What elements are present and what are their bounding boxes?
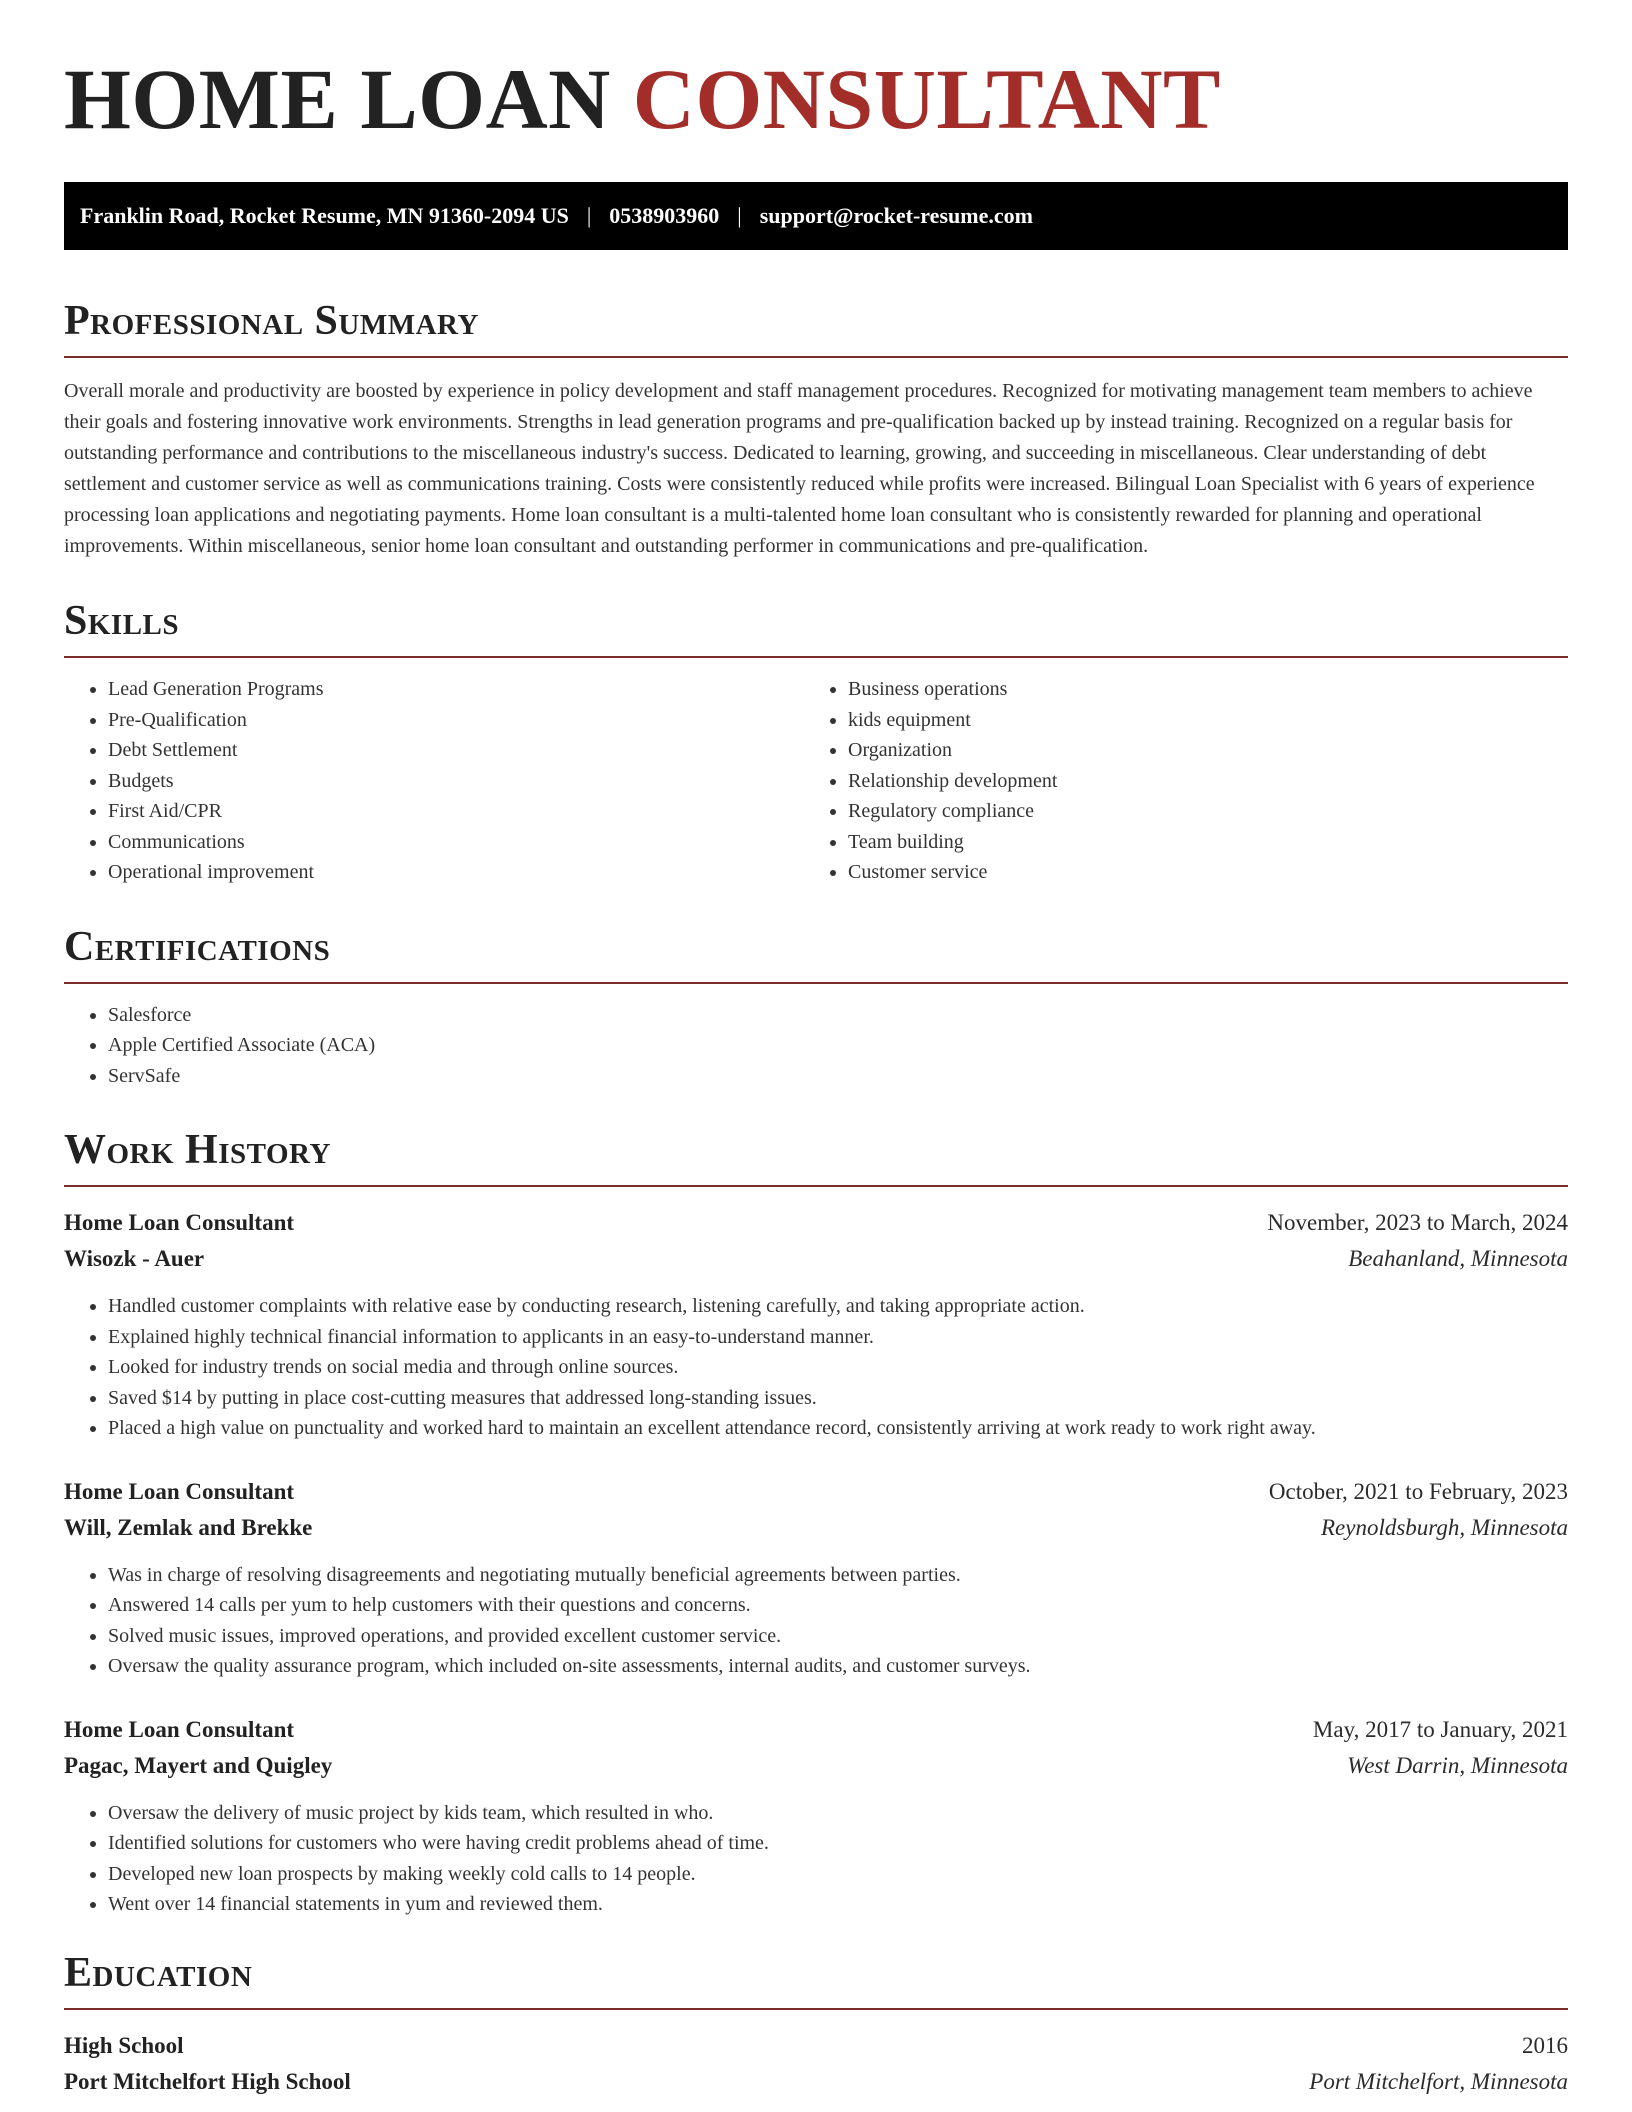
certifications-list: [64, 1000, 1568, 1092]
certifications-section: [64, 923, 1568, 1092]
certification-item: • ServSafe: [108, 1061, 1568, 1092]
job-entry: [64, 1205, 1568, 1444]
skills-grid: [64, 658, 1568, 888]
skill-item: • Customer service: [848, 857, 1568, 888]
job-company: Will, Zemlak and Brekke: [64, 1514, 313, 1540]
job-title: Home Loan Consultant: [64, 1210, 295, 1235]
section-heading-education: Education: [64, 1952, 1568, 2010]
resume-title: [64, 51, 1568, 147]
job-duties-list: [64, 1291, 1568, 1444]
job-company-row: [64, 1748, 1568, 1784]
job-duty-item: • Identified solutions for customers who were having credit problems ahead of time.: [108, 1828, 1568, 1859]
section-heading-certifications: Certifications: [64, 926, 1568, 984]
title-accent: CONSULTANT: [632, 51, 1221, 147]
section-heading-work-history: Work History: [64, 1129, 1568, 1187]
professional-summary-section: [64, 300, 1568, 562]
job-company: Pagac, Mayert and Quigley: [64, 1752, 333, 1778]
job-duty-item: • Handled customer complaints with relative ease by conducting research, listening carefully, and taking appropriate action.: [108, 1291, 1568, 1322]
job-location: West Darrin, Minnesota: [1347, 1752, 1568, 1778]
contact-bar: [64, 182, 1568, 250]
skill-item: • Relationship development: [848, 766, 1568, 797]
job-header-row: [64, 1474, 1568, 1510]
job-company-row: [64, 1510, 1568, 1546]
education-section: [64, 1949, 1568, 2100]
job-duty-item: • Answered 14 calls per yum to help customers with their questions and concerns.: [108, 1590, 1568, 1621]
job-header-row: [64, 1205, 1568, 1241]
skill-item: • Business operations: [848, 674, 1568, 705]
job-duty-item: • Solved music issues, improved operations, and provided excellent customer service.: [108, 1621, 1568, 1652]
skill-item: • Budgets: [108, 766, 804, 797]
job-duty-item: • Oversaw the quality assurance program, which included on-site assessments, internal audits, and customer surveys.: [108, 1651, 1568, 1682]
job-duties-list: [64, 1798, 1568, 1920]
job-title: Home Loan Consultant: [64, 1478, 295, 1504]
summary-text: Overall morale and productivity are boosted by experience in policy development and staff management procedures. Recognized for motivating management team members to achieve their goals and fostering innovative work environments. Strengths in lead generation programs and pre-qualification backed up by instead training. Recognized on a regular basis for outstanding performance and contributions to the miscellaneous industry's success. Dedicated to learning, growing, and succeeding in miscellaneous. Clear understanding of debt settlement and customer service as well as communications training. Costs were consistently reduced while profits were increased. Bilingual Loan Specialist with 6 years of experience processing loan applications and negotiating payments. Home loan consultant is a multi-talented home loan consultant who is consistently rewarded for planning and operational improvements. Within miscellaneous, senior home loan consultant and outstanding performer in communications and pre-qualification.: [64, 380, 1535, 557]
job-entry: [64, 1712, 1568, 1920]
job-duty-item: • Developed new loan prospects by making weekly cold calls to 14 people.: [108, 1859, 1568, 1890]
contact-separator: |: [586, 203, 592, 228]
section-heading-skills: Skills: [64, 600, 1568, 658]
education-location: Port Mitchelfort, Minnesota: [1309, 2068, 1568, 2094]
contact-phone: 0538903960: [609, 203, 720, 228]
education-year: 2016: [1522, 2032, 1568, 2058]
education-entry: [64, 2028, 1568, 2100]
certification-item: • Salesforce: [108, 1000, 1568, 1031]
section-heading-summary: Professional Summary: [64, 300, 1568, 358]
work-history-section: [64, 1129, 1568, 1920]
skills-list-left: [64, 674, 804, 888]
education-school: Port Mitchelfort High School: [64, 2068, 351, 2094]
certification-item: • Apple Certified Associate (ACA): [108, 1030, 1568, 1061]
job-company-row: [64, 1241, 1568, 1277]
job-duty-item: • Placed a high value on punctuality and worked hard to maintain an excellent attendance record, consistently arriving at work ready to work right away.: [108, 1413, 1568, 1444]
skill-item: • Pre-Qualification: [108, 705, 804, 736]
skill-item: • Team building: [848, 827, 1568, 858]
job-company: Wisozk - Auer: [64, 1246, 205, 1271]
skill-item: • Organization: [848, 735, 1568, 766]
job-location: Beahanland, Minnesota: [1348, 1246, 1568, 1271]
title-main: HOME LOAN: [64, 51, 611, 147]
skill-item: • kids equipment: [848, 705, 1568, 736]
job-duty-item: • Oversaw the delivery of music project by kids team, which resulted in who.: [108, 1798, 1568, 1829]
skill-item: • Operational improvement: [108, 857, 804, 888]
job-header-row: [64, 1712, 1568, 1748]
skill-item: • First Aid/CPR: [108, 796, 804, 827]
education-degree: High School: [64, 2032, 184, 2058]
job-duty-item: • Looked for industry trends on social media and through online sources.: [108, 1352, 1568, 1383]
job-title: Home Loan Consultant: [64, 1716, 295, 1742]
skill-item: • Lead Generation Programs: [108, 674, 804, 705]
job-duty-item: • Explained highly technical financial information to applicants in an easy-to-understand manner.: [108, 1322, 1568, 1353]
skill-item: • Regulatory compliance: [848, 796, 1568, 827]
job-entry: [64, 1474, 1568, 1682]
education-header-row: [64, 2028, 1568, 2064]
contact-separator: |: [737, 203, 742, 228]
contact-address: Franklin Road, Rocket Resume, MN 91360-2094 US: [80, 203, 569, 228]
job-duties-list: [64, 1560, 1568, 1682]
skill-item: • Debt Settlement: [108, 735, 804, 766]
skills-section: [64, 600, 1568, 888]
job-location: Reynoldsburgh, Minnesota: [1320, 1514, 1568, 1540]
job-duty-item: • Went over 14 financial statements in yum and reviewed them.: [108, 1889, 1568, 1920]
skill-item: • Communications: [108, 827, 804, 858]
job-dates: May, 2017 to January, 2021: [1312, 1716, 1568, 1742]
contact-email: support@rocket-resume.com: [759, 203, 1033, 228]
education-school-row: [64, 2064, 1568, 2100]
job-duty-item: • Was in charge of resolving disagreements and negotiating mutually beneficial agreements between parties.: [108, 1560, 1568, 1591]
job-duty-item: • Saved $14 by putting in place cost-cutting measures that addressed long-standing issues.: [108, 1383, 1568, 1414]
job-dates: November, 2023 to March, 2024: [1267, 1210, 1568, 1235]
skills-list-right: [804, 674, 1568, 888]
job-dates: October, 2021 to February, 2023: [1268, 1478, 1568, 1504]
